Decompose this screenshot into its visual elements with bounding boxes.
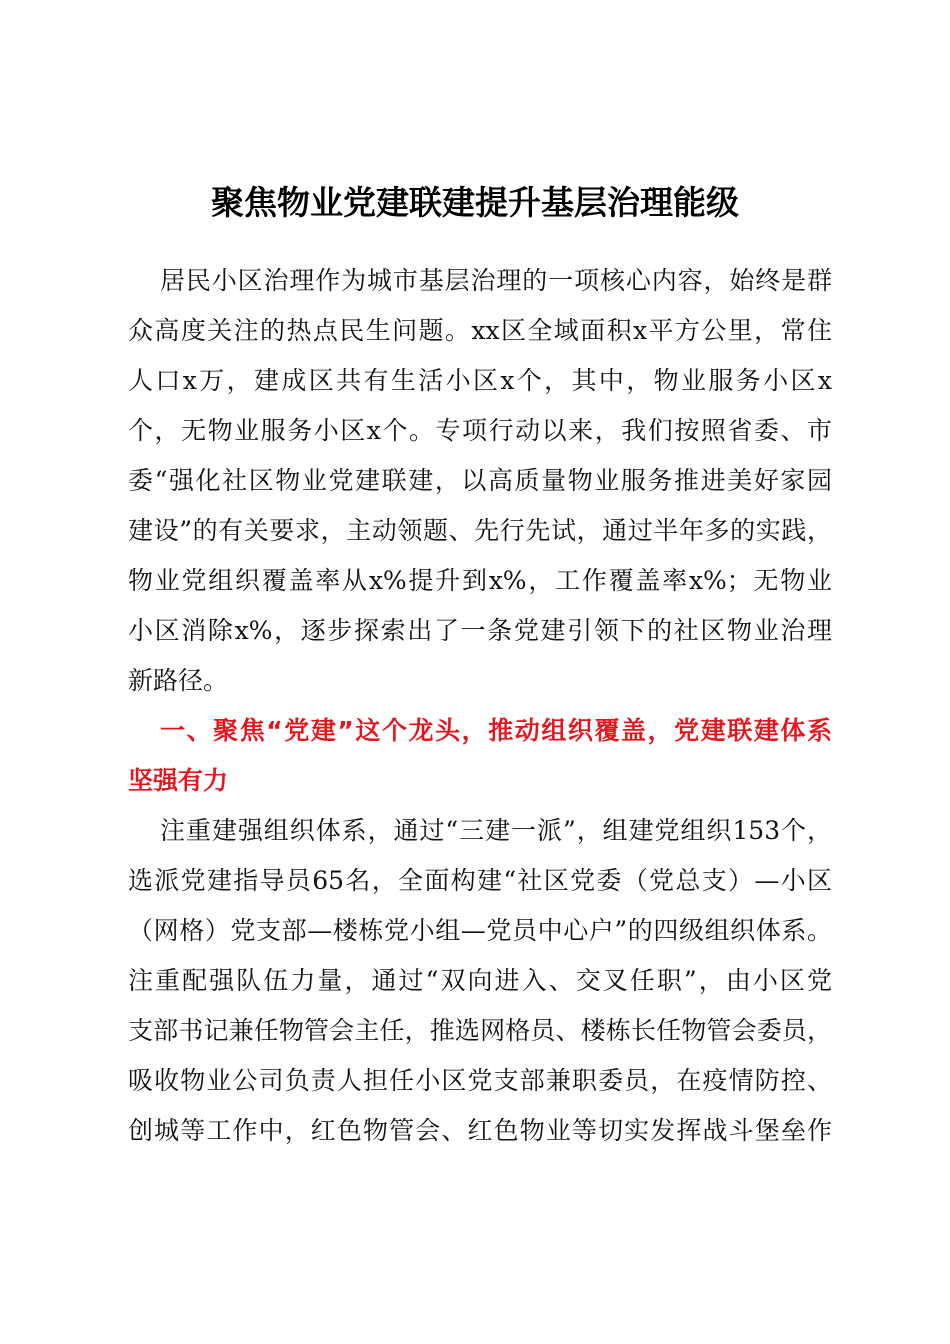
paragraph-line: 居民小区治理作为城市基层治理的一项核心内容，始终是群 [160, 266, 832, 295]
paragraph-line: 新路径。 [128, 666, 229, 695]
paragraph-line: 选派党建指导员65名，全面构建“社区党委（党总支）—小区 [128, 866, 832, 895]
paragraph-line: 支部书记兼任物管会主任，推选网格员、楼栋长任物管会委员， [128, 1016, 832, 1045]
paragraph-line: 物业党组织覆盖率从x%提升到x%，工作覆盖率x%；无物业 [128, 566, 832, 595]
paragraph-line: 人口x万，建成区共有生活小区x个，其中，物业服务小区x [128, 366, 832, 395]
paragraph-line: 委“强化社区物业党建联建，以高质量物业服务推进美好家园 [128, 466, 832, 495]
section-heading: 坚强有力 [128, 766, 229, 795]
paragraph-line: 注重配强队伍力量，通过“双向进入、交叉任职”，由小区党 [128, 966, 832, 995]
paragraph-line: 建设”的有关要求，主动领题、先行先试，通过半年多的实践， [128, 516, 832, 545]
section-heading: 一、聚焦“党建”这个龙头，推动组织覆盖，党建联建体系 [160, 716, 832, 745]
paragraph-line: 吸收物业公司负责人担任小区党支部兼职委员，在疫情防控、 [128, 1066, 832, 1095]
paragraph-line: 创城等工作中，红色物管会、红色物业等切实发挥战斗堡垒作 [128, 1116, 832, 1145]
paragraph-line: 小区消除x%，逐步探索出了一条党建引领下的社区物业治理 [128, 616, 832, 645]
paragraph-line: 注重建强组织体系，通过“三建一派”，组建党组织153个， [160, 816, 832, 845]
paragraph-line: 众高度关注的热点民生问题。xx区全域面积x平方公里，常住 [128, 316, 832, 345]
paragraph-line: 个，无物业服务小区x个。专项行动以来，我们按照省委、市 [128, 416, 832, 445]
document-title: 聚焦物业党建联建提升基层治理能级 [211, 183, 739, 222]
paragraph-line: （网格）党支部—楼栋党小组—党员中心户”的四级组织体系。 [128, 916, 832, 945]
